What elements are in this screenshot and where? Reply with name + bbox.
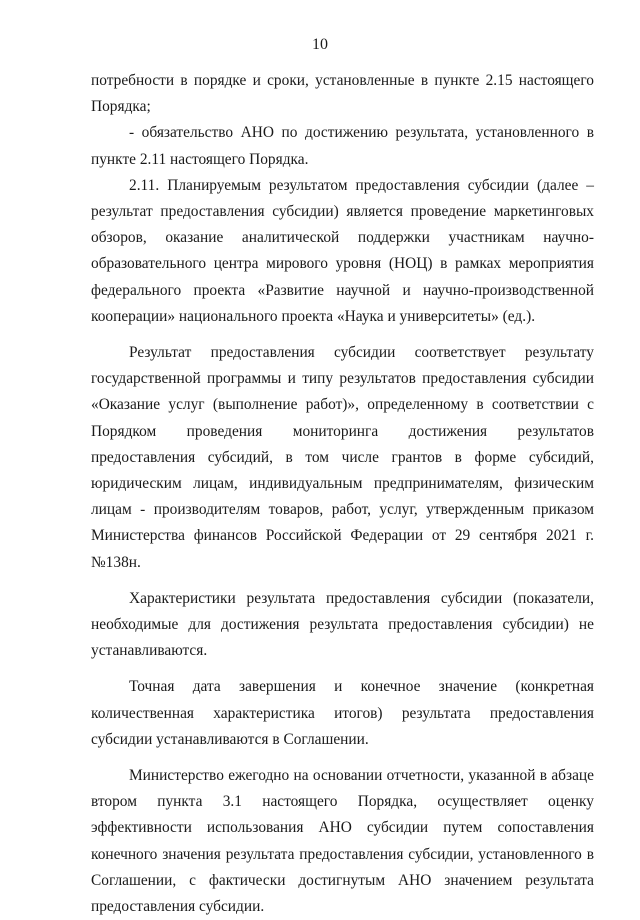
document-body bbox=[91, 68, 594, 920]
paragraph-2-11-planned-result: 2.11. Планируемым результатом предоставления субсидии (далее – результат предоставления субсидии) является проведение маркетинговых обзоров, оказание аналитической поддержки участникам научно-образовательного центра мирового уровня (НОЦ) в рамках мероприятия федерального проекта «Развитие научной и научно-производственной кооперации» национального проекта «Наука и университеты» (ед.). bbox=[91, 176, 594, 325]
paragraph-result-correspondence: Результат предоставления субсидии соответствует результату государственной программы и типу результатов предоставления субсидии «Оказание услуг (выполнение работ)», определенному в соответствии с Порядком проведения мониторинга достижения результатов предоставления субсидий, в том числе грантов в форме субсидий, юридическим лицам, индивидуальным предпринимателям, физическим лицам - производителям товаров, работ, услуг, утвержденным приказом Министерства финансов Российской Федерации от 29 сентября 2021 г. №138н. bbox=[91, 344, 594, 571]
paragraph-continuation: потребности в порядке и сроки, установленные в пункте 2.15 настоящего Порядка; bbox=[91, 72, 594, 116]
paragraph-completion-date: Точная дата завершения и конечное значение (конкретная количественная характеристика итогов) результата предоставления субсидии устанавливаются в Соглашении. bbox=[91, 678, 594, 748]
paragraph-obligation: - обязательство АНО по достижению результата, установленного в пункте 2.11 настоящего Порядка. bbox=[91, 124, 594, 168]
paragraph-efficiency-assessment: Министерство ежегодно на основании отчетности, указанной в абзаце втором пункта 3.1 настоящего Порядка, осуществляет оценку эффективности использования АНО субсидии путем сопоставления конечного значения результата предоставления субсидии, установленного в Соглашении, с фактически достигнутым АНО значением результата предоставления субсидии. bbox=[91, 767, 594, 916]
paragraph-characteristics: Характеристики результата предоставления субсидии (показатели, необходимые для достижения результата предоставления субсидии) не устанавливаются. bbox=[91, 589, 594, 660]
page-number: 10 bbox=[312, 36, 328, 53]
